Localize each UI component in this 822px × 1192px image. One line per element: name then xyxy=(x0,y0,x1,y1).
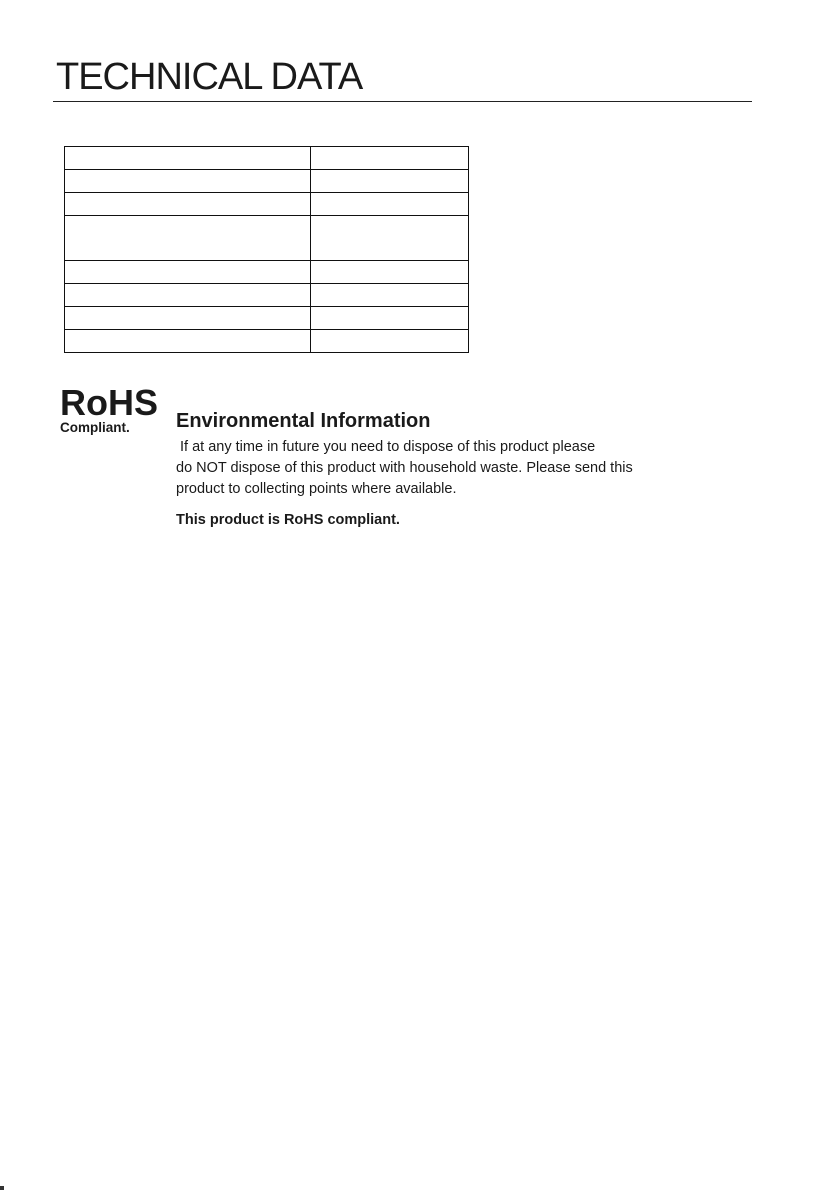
spec-label-cell xyxy=(65,147,311,170)
table-row xyxy=(65,261,469,284)
rohs-compliance-statement: This product is RoHS compliant. xyxy=(176,512,400,528)
table-row xyxy=(65,307,469,330)
spec-value-cell xyxy=(311,170,469,193)
spec-table xyxy=(64,146,469,353)
title-divider xyxy=(53,101,752,102)
spec-value-cell xyxy=(311,216,469,261)
spec-label-cell xyxy=(65,170,311,193)
table-row xyxy=(65,170,469,193)
spec-value-cell xyxy=(311,307,469,330)
paragraph-line: If at any time in future you need to dispose of this product please xyxy=(176,439,596,455)
table-row xyxy=(65,147,469,170)
table-row xyxy=(65,330,469,353)
rohs-logo xyxy=(60,382,160,435)
environmental-heading: Environmental Information xyxy=(176,410,431,432)
spec-label-cell xyxy=(65,330,311,353)
table-row xyxy=(65,216,469,261)
spec-label-cell xyxy=(65,261,311,284)
paragraph-line: do NOT dispose of this product with household waste. Please send this xyxy=(176,460,633,476)
spec-label-cell xyxy=(65,216,311,261)
rohs-logo-main: RoHS xyxy=(60,382,158,423)
paragraph-line: product to collecting points where available. xyxy=(176,481,457,497)
spec-value-cell xyxy=(311,330,469,353)
page-corner-mark xyxy=(0,1186,4,1190)
rohs-logo-sub: Compliant. xyxy=(60,420,130,435)
table-row xyxy=(65,193,469,216)
spec-value-cell xyxy=(311,147,469,170)
environmental-paragraph xyxy=(176,437,716,500)
page-title: TECHNICAL DATA xyxy=(56,56,363,98)
spec-value-cell xyxy=(311,193,469,216)
table-row xyxy=(65,284,469,307)
spec-label-cell xyxy=(65,193,311,216)
spec-value-cell xyxy=(311,284,469,307)
spec-value-cell xyxy=(311,261,469,284)
spec-label-cell xyxy=(65,284,311,307)
spec-label-cell xyxy=(65,307,311,330)
